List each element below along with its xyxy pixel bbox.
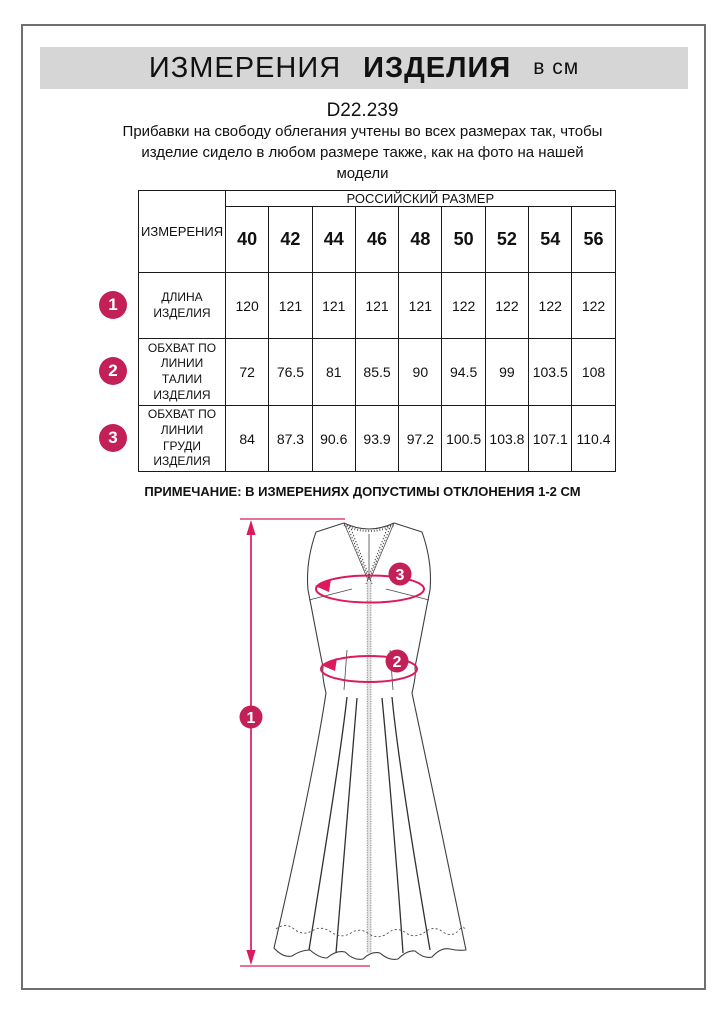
dress-outline (274, 523, 466, 959)
value-cell: 103.5 (529, 339, 572, 406)
diagram-marker-bust-number: 3 (395, 567, 405, 584)
table-row-length (139, 273, 616, 339)
size-cell: 44 (312, 207, 355, 273)
table-row-waist (139, 339, 616, 406)
row-label: ОБХВАТ ПО ЛИНИИ ГРУДИ ИЗДЕЛИЯ (139, 406, 226, 472)
value-cell: 120 (226, 273, 269, 339)
value-cell: 122 (485, 273, 528, 339)
value-cell: 81 (312, 339, 355, 406)
value-cell: 90.6 (312, 406, 355, 472)
value-cell: 107.1 (529, 406, 572, 472)
title-bar (40, 47, 688, 89)
fit-description-line-2: изделие сидело в любом размере также, как на фото на нашей (141, 144, 584, 161)
size-cell: 52 (485, 207, 528, 273)
value-cell: 122 (572, 273, 615, 339)
row-label: ОБХВАТ ПО ЛИНИИ ТАЛИИ ИЗДЕЛИЯ (139, 339, 226, 406)
value-cell: 121 (399, 273, 442, 339)
dress-technical-drawing (235, 508, 480, 976)
value-cell: 121 (312, 273, 355, 339)
value-cell: 122 (529, 273, 572, 339)
value-cell: 85.5 (355, 339, 398, 406)
value-cell: 87.3 (269, 406, 312, 472)
size-cell: 56 (572, 207, 615, 273)
value-cell: 121 (269, 273, 312, 339)
row-marker-3: 3 (99, 424, 127, 452)
size-cell: 42 (269, 207, 312, 273)
value-cell: 108 (572, 339, 615, 406)
value-cell: 72 (226, 339, 269, 406)
size-cell: 54 (529, 207, 572, 273)
diagram-marker-length-number: 1 (246, 710, 256, 727)
table-corner-label: ИЗМЕРЕНИЯ (139, 191, 226, 273)
value-cell: 103.8 (485, 406, 528, 472)
diagram-marker-waist-number: 2 (392, 654, 402, 671)
size-cell: 48 (399, 207, 442, 273)
size-cell: 46 (355, 207, 398, 273)
fit-description-line-1: Прибавки на свободу облегания учтены во всех размерах так, чтобы (122, 123, 603, 140)
value-cell: 121 (355, 273, 398, 339)
diagram-marker-bust (389, 563, 412, 586)
row-marker-1: 1 (99, 291, 127, 319)
value-cell: 110.4 (572, 406, 615, 472)
row-marker-2: 2 (99, 357, 127, 385)
value-cell: 97.2 (399, 406, 442, 472)
measurements-table (138, 190, 616, 472)
model-code: D22.239 (326, 100, 399, 121)
fit-description (0, 121, 725, 184)
size-cell: 50 (442, 207, 485, 273)
fit-description-line-3: модели (336, 165, 389, 182)
diagram-marker-length (240, 706, 263, 729)
row-label: ДЛИНА ИЗДЕЛИЯ (139, 273, 226, 339)
size-header: РОССИЙСКИЙ РАЗМЕР (226, 191, 616, 207)
value-cell: 122 (442, 273, 485, 339)
size-cell: 40 (226, 207, 269, 273)
table-row-bust (139, 406, 616, 472)
value-cell: 99 (485, 339, 528, 406)
value-cell: 93.9 (355, 406, 398, 472)
title-word-product: ИЗДЕЛИЯ (363, 51, 512, 84)
value-cell: 76.5 (269, 339, 312, 406)
diagram-marker-waist (386, 650, 409, 673)
title-word-measurements: ИЗМЕРЕНИЯ (148, 51, 342, 84)
value-cell: 84 (226, 406, 269, 472)
value-cell: 100.5 (442, 406, 485, 472)
tolerance-note: ПРИМЕЧАНИЕ: В ИЗМЕРЕНИЯХ ДОПУСТИМЫ ОТКЛОНЕНИЯ 1-2 СМ (144, 484, 581, 499)
title-unit-cm: в см (533, 56, 580, 79)
value-cell: 90 (399, 339, 442, 406)
value-cell: 94.5 (442, 339, 485, 406)
